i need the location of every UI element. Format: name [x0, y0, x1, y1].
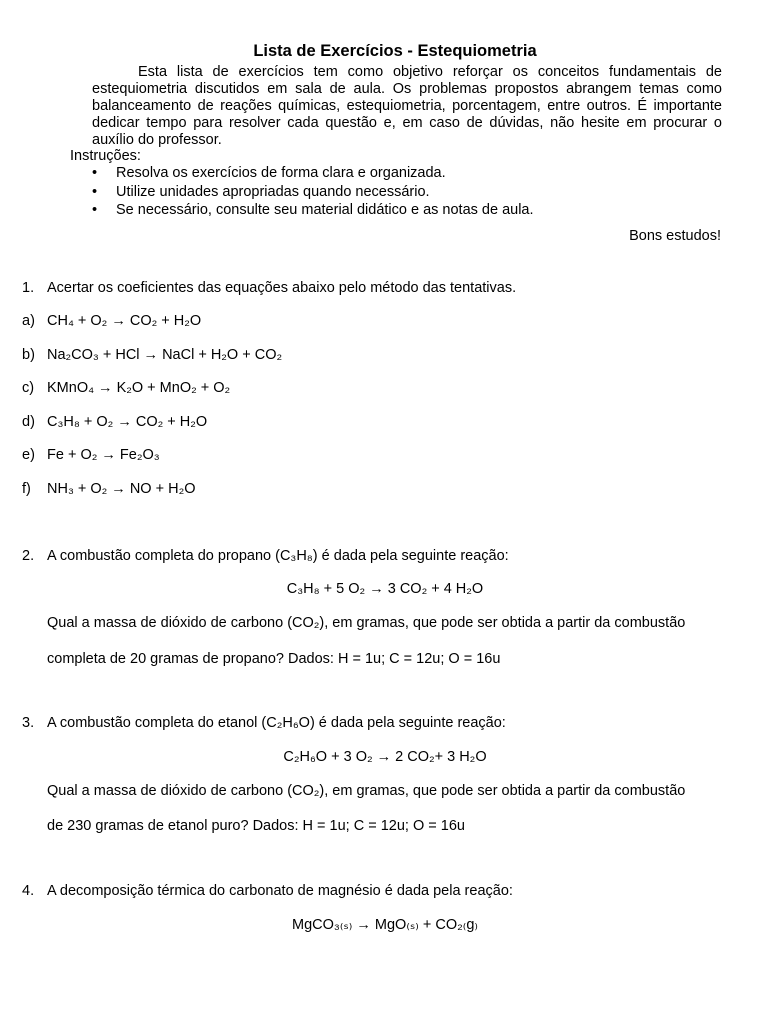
- equation: KMnO₄ → K₂O + MnO₂ + O₂: [47, 380, 231, 396]
- instruction-item: • Resolva os exercícios de forma clara e organizada.: [92, 165, 712, 184]
- equation: NH₃ + O₂ → NO + H₂O: [47, 481, 196, 497]
- item-label: a): [22, 313, 35, 329]
- closing-text: Bons estudos!: [629, 228, 721, 244]
- question-number: 4.: [22, 883, 35, 899]
- reaction-equation: C₂H₆O + 3 O₂ → 2 CO₂+ 3 H₂O: [283, 749, 487, 765]
- question-text: A combustão completa do propano (C₃H₈) é dada pela seguinte reação:: [47, 548, 509, 564]
- question-line: de 230 gramas de etanol puro? Dados: H = 1u; C = 12u; O = 16u: [47, 818, 465, 834]
- item-label: f): [22, 481, 31, 497]
- instructions-list: [92, 165, 712, 221]
- question-line: completa de 20 gramas de propano? Dados: H = 1u; C = 12u; O = 16u: [47, 651, 501, 667]
- instruction-item: • Utilize unidades apropriadas quando necessário.: [92, 184, 712, 203]
- item-label: c): [22, 380, 35, 396]
- question-text: Acertar os coeficientes das equações abaixo pelo método das tentativas.: [47, 280, 517, 296]
- question-text: A combustão completa do etanol (C₂H₆O) é dada pela seguinte reação:: [47, 715, 506, 731]
- equation: Na₂CO₃ + HCl → NaCl + H₂O + CO₂: [47, 347, 283, 363]
- question-number: 3.: [22, 715, 35, 731]
- page-title: Lista de Exercícios - Estequiometria: [253, 42, 537, 60]
- reaction-equation: C₃H₈ + 5 O₂ → 3 CO₂ + 4 H₂O: [286, 581, 484, 597]
- equation: Fe + O₂ → Fe₂O₃: [47, 447, 160, 463]
- instruction-item: • Se necessário, consulte seu material didático e as notas de aula.: [92, 202, 712, 221]
- question-number: 2.: [22, 548, 35, 564]
- question-line: Qual a massa de dióxido de carbono (CO₂), em gramas, que pode ser obtida a partir da combustão: [47, 615, 686, 631]
- reaction-equation: MgCO₃₍ₛ₎ → MgO₍ₛ₎ + CO₂₍g₎: [292, 917, 478, 933]
- equation: CH₄ + O₂ → CO₂ + H₂O: [47, 313, 202, 329]
- item-label: d): [22, 414, 35, 430]
- instructions-label: Instruções:: [70, 148, 141, 164]
- question-text: A decomposição térmica do carbonato de magnésio é dada pela reação:: [47, 883, 513, 899]
- item-label: e): [22, 447, 35, 463]
- equation: C₃H₈ + O₂ → CO₂ + H₂O: [47, 414, 208, 430]
- intro-paragraph: Esta lista de exercícios tem como objetivo reforçar os conceitos fundamentais de estequiometria discutidos em sala de aula. Os problemas propostos abrangem temas como balanceamento de reações químicas, estequiometria, porcentagem, entre outros. É importante dedicar tempo para resolver cada questão e, em caso de dúvidas, não hesite em procurar o auxílio do professor.: [92, 64, 722, 148]
- item-label: b): [22, 347, 35, 363]
- question-line: Qual a massa de dióxido de carbono (CO₂), em gramas, que pode ser obtida a partir da combustão: [47, 783, 686, 799]
- question-number: 1.: [22, 280, 35, 296]
